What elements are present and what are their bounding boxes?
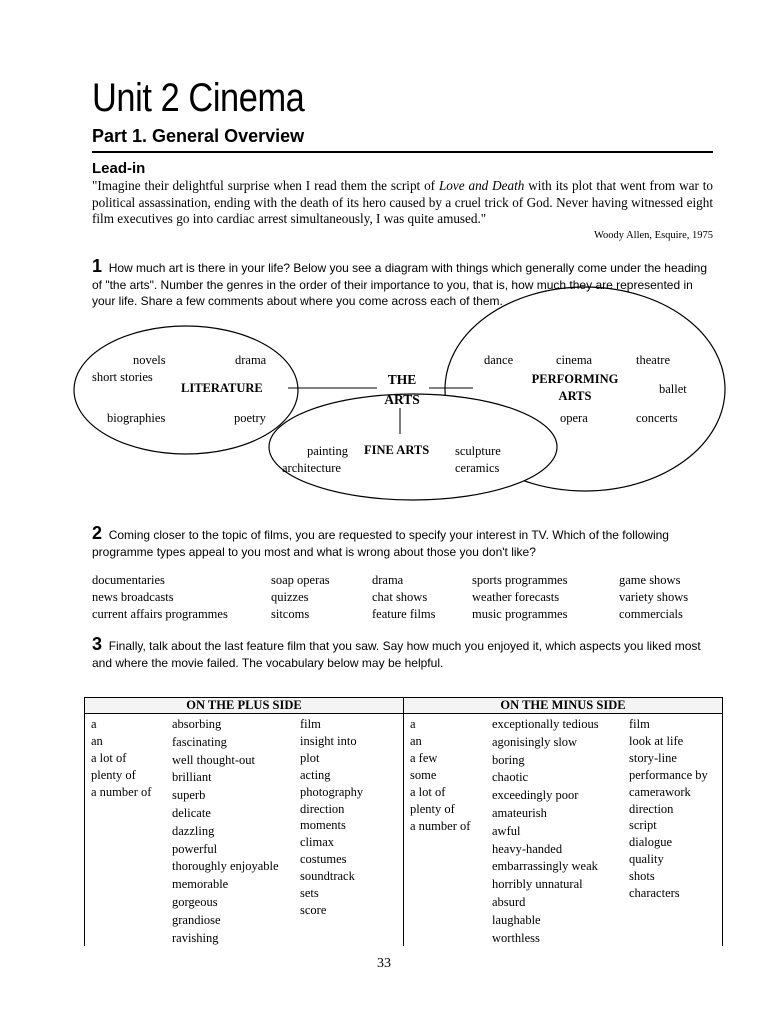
minus-side-cell [404,714,723,947]
plus-noun: soundtrack [300,869,355,884]
fine-arts-item: painting [307,444,348,458]
plus-noun: film [300,717,321,731]
plus-noun: moments [300,818,346,833]
performing-item: concerts [636,411,678,425]
leadin-heading: Lead-in [92,160,146,177]
tv-type: sitcoms [271,607,310,621]
plus-noun: acting [300,767,331,782]
literature-label: LITERATURE [181,381,263,395]
plus-adjective: grandiose [172,912,221,927]
plus-side-header: ON THE PLUS SIDE [85,698,404,714]
plus-adjective: delicate [172,805,211,820]
minus-noun: look at life [629,733,684,748]
tv-type: feature films [372,607,436,621]
performing-item: cinema [556,353,593,367]
tv-type: documentaries [92,573,165,587]
page-number: 33 [377,956,391,971]
plus-adjective: memorable [172,877,229,892]
tv-type: sports programmes [472,573,568,587]
fine-arts-item: sculpture [455,444,501,458]
minus-quantifier: a number of [410,819,471,833]
literature-item: biographies [107,411,166,425]
tv-column [372,572,436,623]
plus-quantifier: a lot of [91,751,127,765]
task-number: 2 [92,523,103,543]
minus-noun: story-line [629,750,677,765]
tv-type: variety shows [619,590,689,604]
plus-adjective: brilliant [172,770,212,785]
plus-noun: score [300,902,327,917]
quote-part: with its plot that went from war to political assassination, ending with the death of its hero caused by a cruel trick of God. Never having witnessed eight film executives go into cardiac arrest simultaneously, I was quite amused." [92,178,713,226]
minus-quantifiers [410,716,470,835]
plus-quantifier: plenty of [91,768,136,782]
minus-adjective: worthless [492,930,540,945]
tv-type: quizzes [271,590,309,604]
the-arts-label: THE ARTS [384,372,420,407]
fine-arts-item: architecture [282,461,341,475]
tv-type: drama [372,573,404,587]
minus-quantifier: a lot of [410,785,446,799]
minus-quantifier: plenty of [410,802,455,816]
literature-item: novels [133,353,166,367]
fine-arts-label: FINE ARTS [364,443,430,457]
minus-quantifier: a few [410,751,438,765]
minus-noun: direction [629,801,674,816]
tv-type: game shows [619,573,681,587]
minus-quantifier: some [410,768,437,782]
minus-quantifier: a [410,717,416,731]
quote-film-title: Love and Death [438,178,525,193]
plus-noun: direction [300,801,345,816]
plus-adjectives [172,716,279,947]
minus-adjective: heavy-handed [492,841,563,856]
minus-adjective: agonisingly slow [492,734,578,749]
minus-adjective: amateurish [492,805,547,820]
minus-noun: quality [629,852,664,867]
minus-adjective: laughable [492,912,541,927]
minus-nouns [629,716,708,902]
task-text: Finally, talk about the last feature film that you saw. Say how much you enjoyed it, which aspects you liked most and where the movie failed. The vocabulary below may be helpful. [92,639,701,670]
task-text: Coming closer to the topic of films, you are requested to specify your interest in TV. Which of the following programme types appeal to you most and what is wrong about those you don't like? [92,528,669,559]
literature-item: poetry [234,411,266,425]
minus-noun: shots [629,869,655,884]
tv-column [472,572,567,623]
tv-type: chat shows [372,590,428,604]
literature-item: drama [235,353,267,367]
minus-quantifier: an [410,734,422,748]
tv-type: commercials [619,607,683,621]
tv-type: music programmes [472,607,568,621]
plus-quantifier: an [91,734,103,748]
minus-noun: performance by [629,767,708,782]
minus-adjective: absurd [492,894,526,909]
plus-adjective: absorbing [172,717,222,731]
plus-adjective: thoroughly enjoyable [172,859,279,874]
minus-noun: script [629,818,657,833]
plus-adjective: well thought-out [172,752,255,767]
plus-adjective: superb [172,788,206,803]
plus-quantifiers [91,716,151,801]
minus-side-header: ON THE MINUS SIDE [404,698,723,714]
fine-arts-item: ceramics [455,461,500,475]
plus-noun: insight into [300,733,357,748]
minus-adjective: embarrassingly weak [492,859,598,874]
task-text: How much art is there in your life? Below you see a diagram with things which generally come under the heading of "the arts". Number the genres in the order of their importance to you, that is, how much they are represented in your life. Share a few comments about where you come across each of them. [92,261,708,308]
plus-nouns [300,716,363,919]
plus-quantifier: a number of [91,785,152,799]
plus-adjective: powerful [172,841,218,856]
minus-noun: dialogue [629,835,673,850]
performing-item: theatre [636,353,671,367]
plus-noun: plot [300,750,320,765]
plus-noun: photography [300,784,364,799]
task-number: 3 [92,634,103,654]
minus-adjective: chaotic [492,770,529,785]
minus-adjective: exceptionally tedious [492,717,599,731]
tv-type: weather forecasts [472,590,560,604]
task-3 [92,636,717,671]
performing-item: ballet [659,382,687,396]
minus-adjective: horribly unnatural [492,877,583,892]
unit-title: Unit 2 Cinema [92,76,305,120]
minus-noun: film [629,717,650,731]
plus-side-cell [85,714,404,947]
minus-adjective: boring [492,752,525,767]
quote-part: "Imagine their delightful surprise when I read them the script of [92,178,439,193]
plus-adjective: fascinating [172,734,227,749]
plus-noun: climax [300,835,335,850]
task-number: 1 [92,256,103,276]
tv-type: soap operas [271,573,330,587]
plus-adjective: gorgeous [172,894,218,909]
tv-type: current affairs programmes [92,607,228,621]
minus-noun: characters [629,886,680,901]
tv-column [619,572,688,623]
plus-noun: sets [300,886,319,901]
part-title: Part 1. General Overview [92,126,305,146]
minus-adjective: awful [492,823,521,838]
plus-quantifier: a [91,717,97,731]
tv-column [92,572,228,623]
minus-adjective: exceedingly poor [492,788,579,803]
tv-type: news broadcasts [92,590,174,604]
vocabulary-table [84,697,723,946]
minus-adjectives [492,716,599,947]
task-2 [92,525,717,560]
performing-arts-label: PERFORMING ARTS [531,372,619,403]
plus-adjective: dazzling [172,823,215,838]
performing-item: opera [560,411,588,425]
literature-item: short stories [92,370,153,384]
quote-source: Woody Allen, Esquire, 1975 [593,230,713,241]
tv-column [271,572,330,623]
minus-noun: camerawork [629,784,691,799]
plus-noun: costumes [300,852,347,867]
performing-item: dance [484,353,514,367]
plus-adjective: ravishing [172,930,219,945]
